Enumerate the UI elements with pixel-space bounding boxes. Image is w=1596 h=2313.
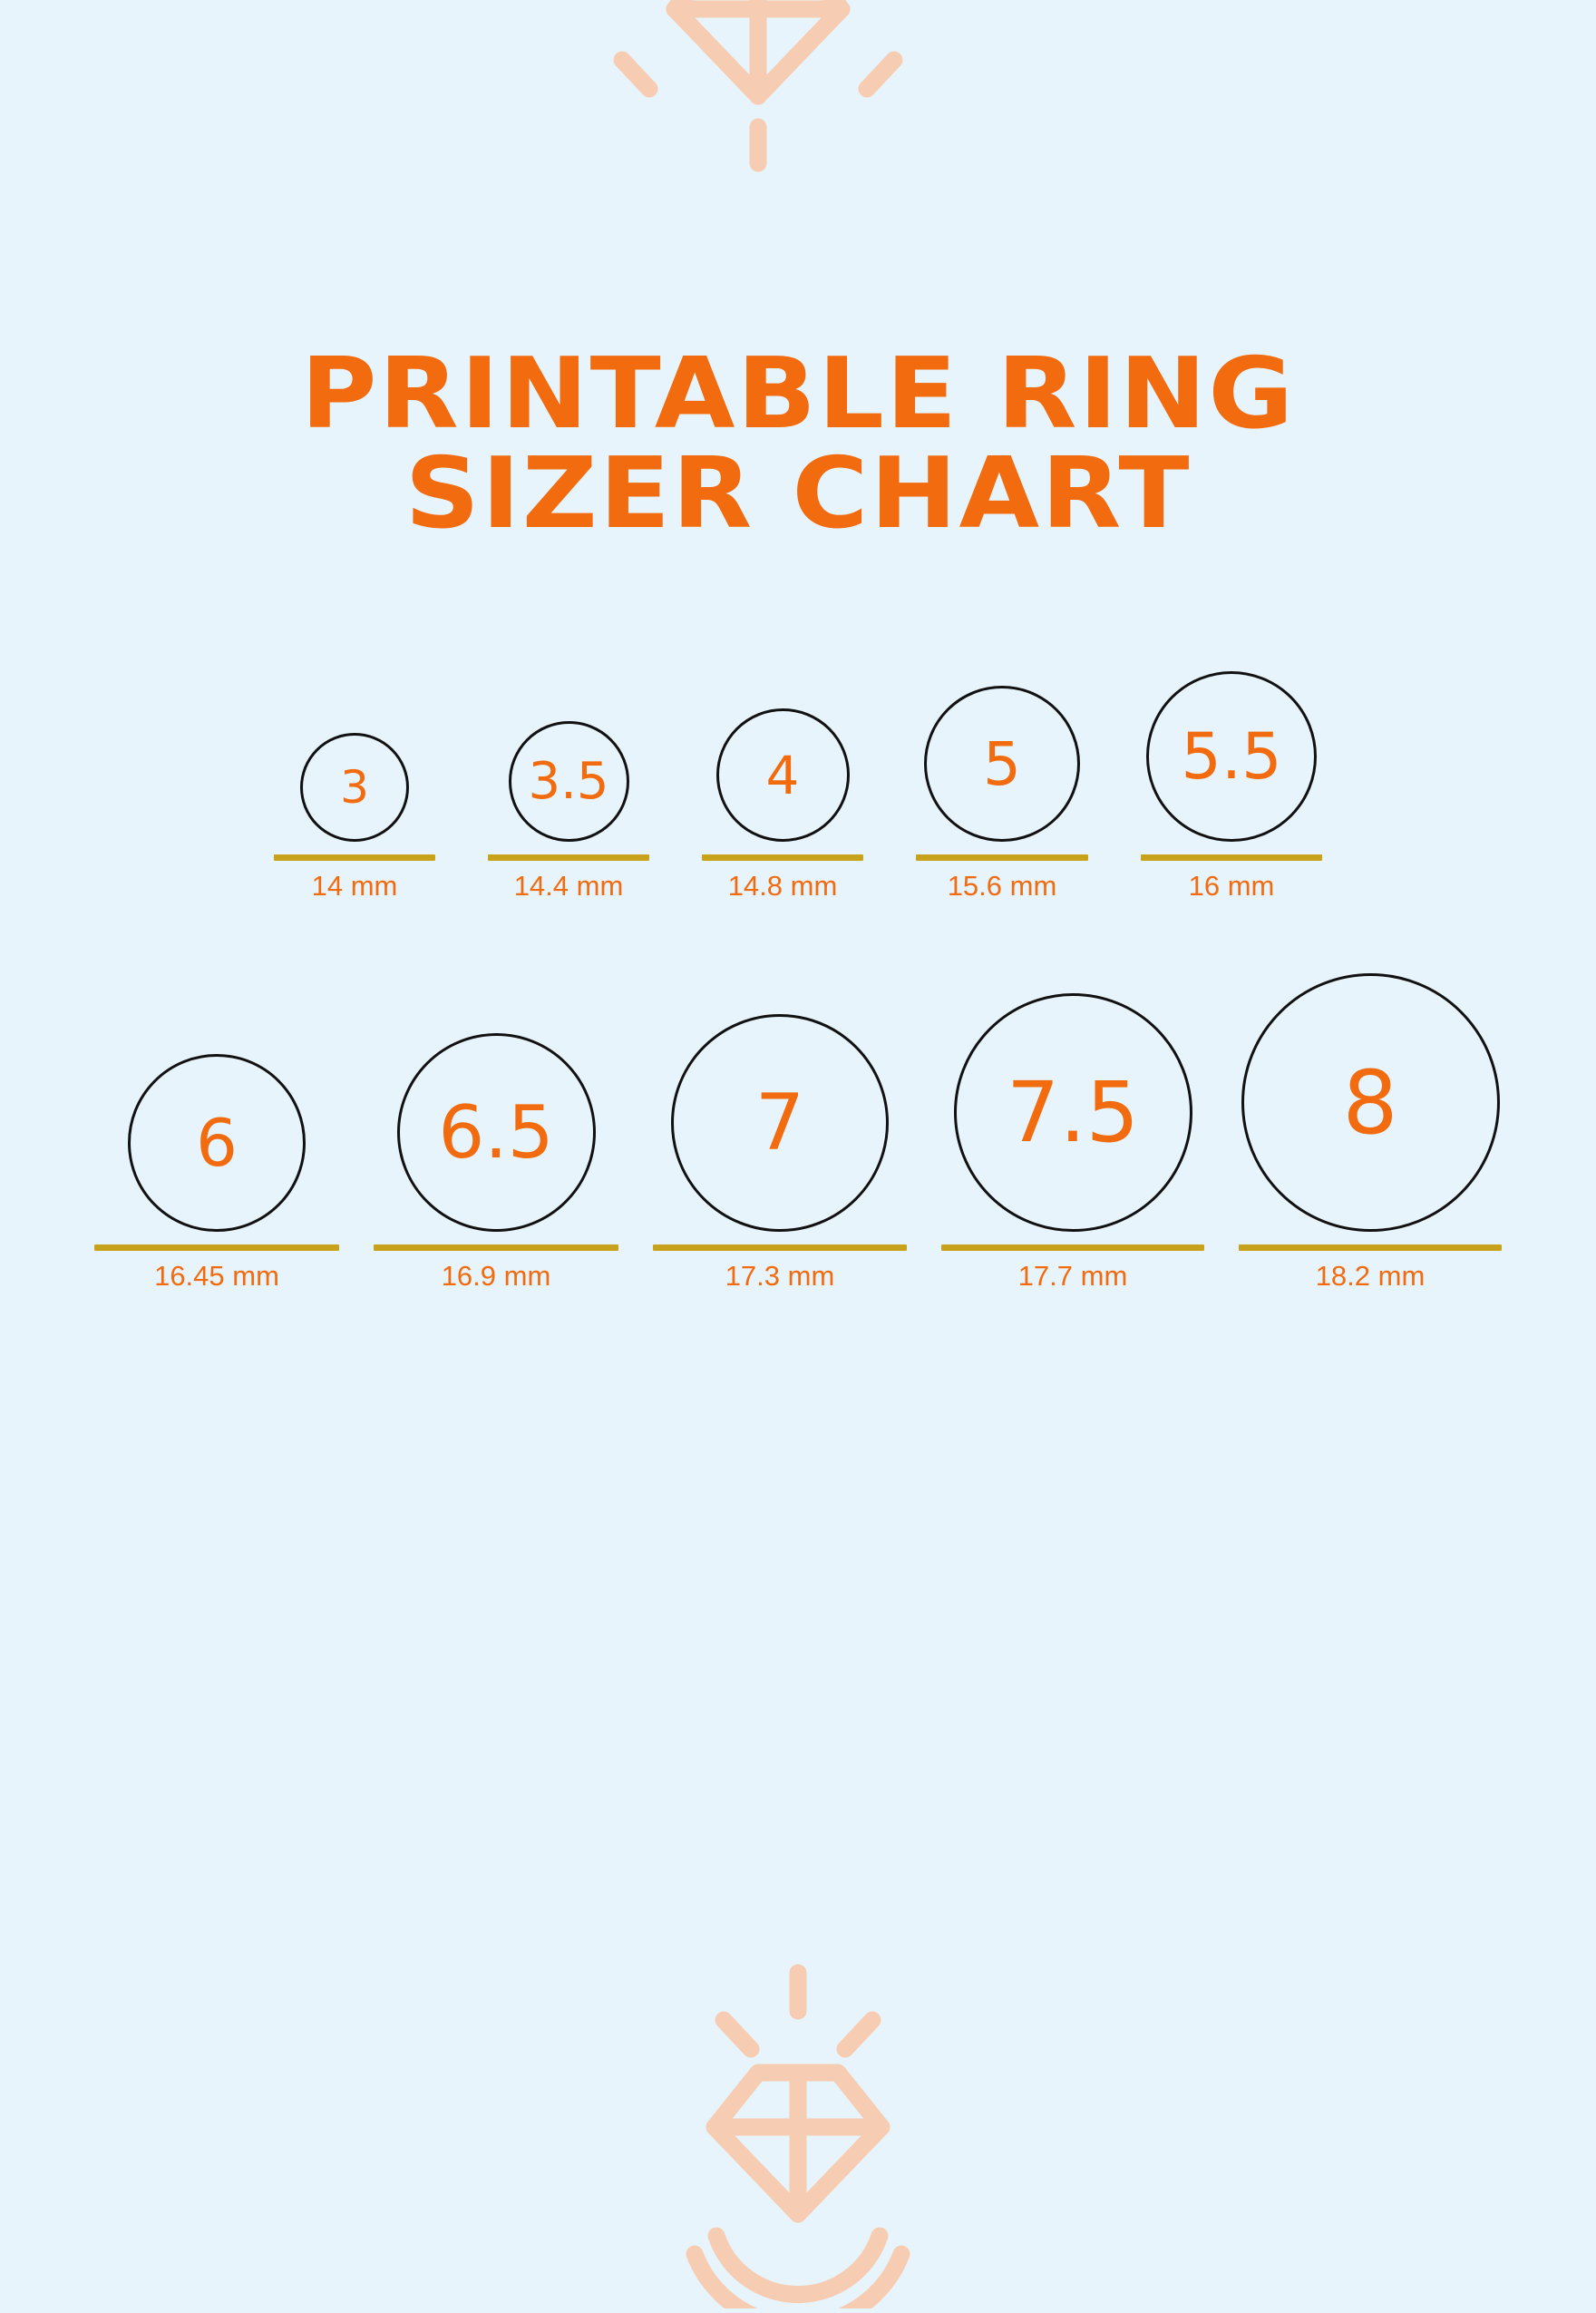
ring-diameter-label: 16.45 mm [154,1260,279,1292]
ring-diameter-label: 14 mm [311,870,398,902]
ring-circle [954,993,1192,1232]
ring-rule [274,854,435,861]
ring-circle [671,1014,889,1232]
ring-size-cell [1141,671,1322,903]
ring-rule [488,854,649,861]
ring-rule [1141,854,1322,861]
ring-size-cell [1239,973,1502,1293]
ring-size-cell [941,993,1204,1293]
page-title-line-2: SIZER CHART [404,437,1192,551]
ring-diameter-label: 14.8 mm [727,870,838,902]
ring-diameter-label: 18.2 mm [1315,1260,1426,1292]
ring-rule [941,1244,1204,1251]
ring-diameter-label: 15.6 mm [947,870,1057,902]
ring-rule [916,854,1088,861]
ring-size-label: 7.5 [1006,1064,1140,1161]
ring-rule [653,1244,907,1251]
ring-size-label: 5 [983,728,1021,799]
ring-circle [716,708,850,842]
ring-row-2 [0,973,1596,1293]
ring-size-cell [916,686,1088,903]
ring-row-1 [0,671,1596,903]
ring-diameter-label: 16.9 mm [441,1260,551,1292]
ring-circle [397,1033,596,1232]
ring-size-label: 6 [196,1105,238,1181]
ring-circle [1241,973,1500,1232]
page-title-line-1: PRINTABLE RING [300,337,1296,451]
ring-size-cell [374,1033,618,1293]
ring-size-cell [274,733,435,903]
ring-size-label: 3.5 [528,752,609,811]
page-title [0,337,1596,551]
ring-size-cell [488,721,649,903]
ring-size-label: 3 [340,761,369,814]
ring-size-label: 5.5 [1181,719,1282,794]
ring-rule [702,854,863,861]
ring-circle [509,721,629,842]
ring-size-label: 6.5 [438,1090,554,1175]
ring-circle [300,733,409,842]
ring-size-cell [702,708,863,903]
ring-diameter-label: 14.4 mm [513,870,624,902]
ring-diameter-label: 17.3 mm [725,1260,835,1292]
ring-circle [128,1054,306,1232]
diamond-ring-icon-bottom [608,1964,988,2313]
ring-rule [1239,1244,1502,1251]
diamond-ring-icon-top [608,0,988,249]
ring-sizer-chart [0,671,1596,1293]
ring-circle [924,686,1080,842]
ring-rule [94,1244,339,1251]
ring-rule [374,1244,618,1251]
ring-diameter-label: 16 mm [1188,870,1275,902]
ring-size-label: 7 [754,1078,805,1168]
ring-size-cell [94,1054,339,1293]
ring-size-cell [653,1014,907,1293]
ring-size-label: 8 [1342,1051,1398,1154]
ring-diameter-label: 17.7 mm [1017,1260,1128,1292]
ring-circle [1146,671,1317,842]
ring-size-label: 4 [765,744,800,806]
